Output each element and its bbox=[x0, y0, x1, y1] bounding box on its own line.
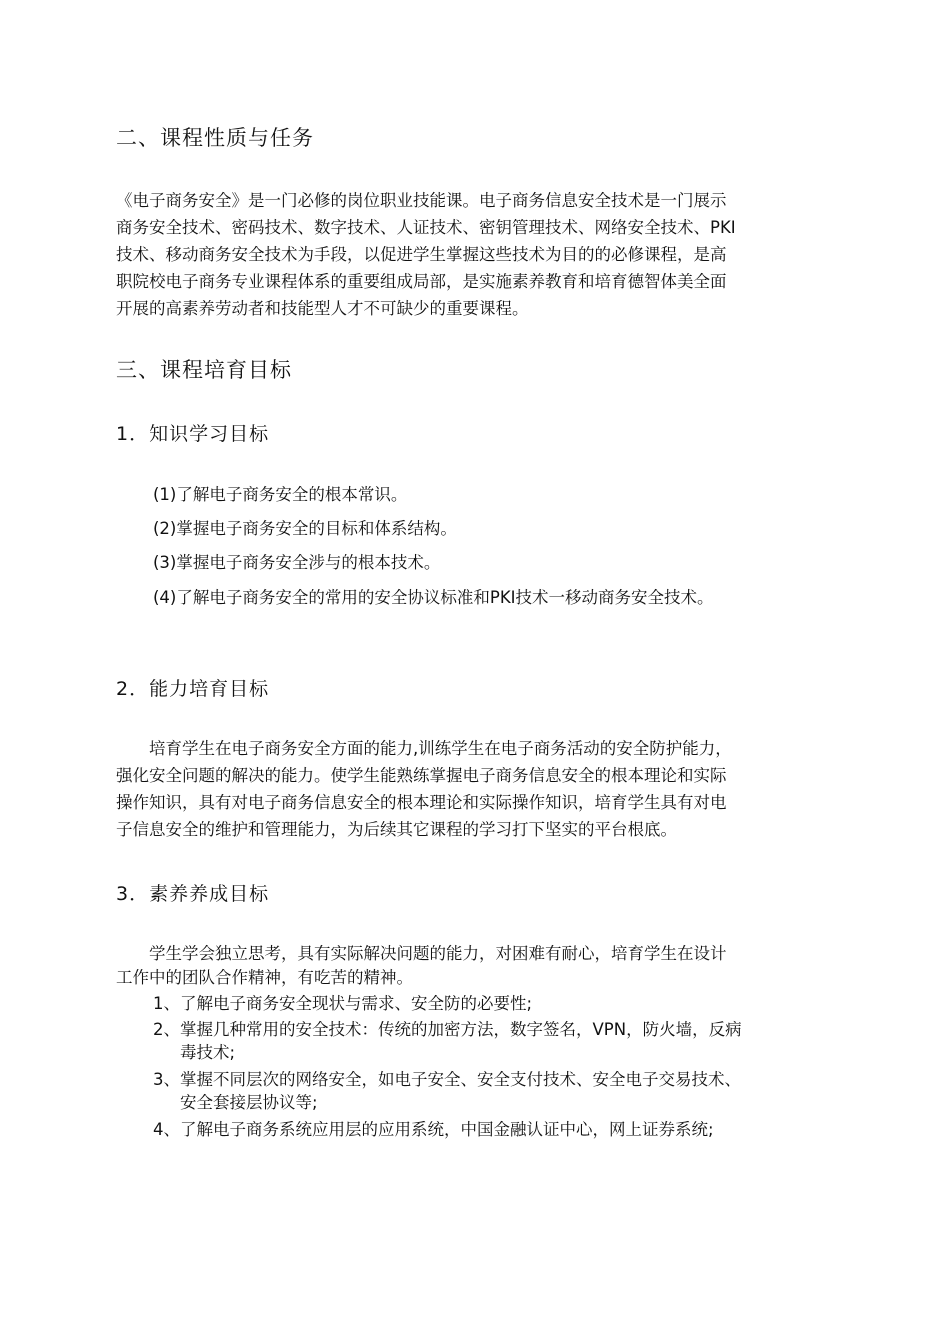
list-item-line: 4、了解电子商务系统应用层的应用系统，中国金融认证中心，网上证券系统; bbox=[153, 1120, 714, 1139]
quality-list-item bbox=[153, 1018, 833, 1064]
paragraph-line: 商务安全技术、密码技术、数字技术、人证技术、密钥管理技术、网络安全技术、PKI bbox=[116, 218, 736, 237]
list-item-line: 2、掌握几种常用的安全技术：传统的加密方法，数字签名，VPN，防火墙，反病 bbox=[153, 1020, 742, 1039]
paragraph-line: 子信息安全的维护和管理能力，为后续其它课程的学习打下坚实的平台根底。 bbox=[116, 820, 677, 839]
list-item-line: 毒技术; bbox=[180, 1043, 236, 1062]
paragraph-line: 学生学会独立思考，具有实际解决问题的能力，对困难有耐心，培育学生在设计 bbox=[116, 944, 727, 963]
paragraph-line: 强化安全问题的解决的能力。使学生能熟练掌握电子商务信息安全的根本理论和实际 bbox=[116, 766, 727, 785]
list-item-line: 1、了解电子商务安全现状与需求、安全防的必要性; bbox=[153, 994, 533, 1013]
subheading-ability-goals: 2．能力培育目标 bbox=[116, 678, 270, 700]
paragraph-line: 工作中的团队合作精神，有吃苦的精神。 bbox=[116, 968, 413, 987]
section-heading-course-nature: 二、课程性质与任务 bbox=[116, 126, 314, 150]
paragraph-line: 开展的高素养劳动者和技能型人才不可缺少的重要课程。 bbox=[116, 299, 529, 318]
section-heading-training-goals: 三、课程培育目标 bbox=[116, 358, 292, 382]
quality-list-item bbox=[153, 1068, 833, 1114]
subheading-knowledge-goals: 1．知识学习目标 bbox=[116, 423, 270, 445]
knowledge-item: (1)了解电子商务安全的根本常识。 bbox=[153, 485, 408, 504]
knowledge-item: (2)掌握电子商务安全的目标和体系结构。 bbox=[153, 519, 457, 538]
paragraph-line: 职院校电子商务专业课程体系的重要组成局部，是实施素养教育和培育德智体美全面 bbox=[116, 272, 727, 291]
quality-list-item bbox=[153, 992, 833, 1015]
course-nature-paragraph bbox=[116, 187, 836, 322]
paragraph-line: 操作知识，具有对电子商务信息安全的根本理论和实际操作知识，培育学生具有对电 bbox=[116, 793, 727, 812]
subheading-quality-goals: 3．素养养成目标 bbox=[116, 883, 270, 905]
list-item-line: 3、掌握不同层次的网络安全，如电子安全、安全支付技术、安全电子交易技术、 bbox=[153, 1070, 741, 1089]
paragraph-line: 培育学生在电子商务安全方面的能力,训练学生在电子商务活动的安全防护能力， bbox=[116, 739, 732, 758]
ability-paragraph bbox=[116, 735, 836, 843]
list-item-line: 安全套接层协议等; bbox=[180, 1093, 318, 1112]
quality-list-item bbox=[153, 1118, 833, 1141]
quality-intro-paragraph bbox=[116, 942, 836, 990]
paragraph-line: 《电子商务安全》是一门必修的岗位职业技能课。电子商务信息安全技术是一门展示 bbox=[116, 191, 727, 210]
paragraph-line: 技术、移动商务安全技术为手段，以促进学生掌握这些技术为目的的必修课程，是高 bbox=[116, 245, 727, 264]
knowledge-item: (4)了解电子商务安全的常用的安全协议标准和PKI技术一移动商务安全技术。 bbox=[153, 588, 714, 607]
knowledge-item: (3)掌握电子商务安全涉与的根本技术。 bbox=[153, 553, 441, 572]
